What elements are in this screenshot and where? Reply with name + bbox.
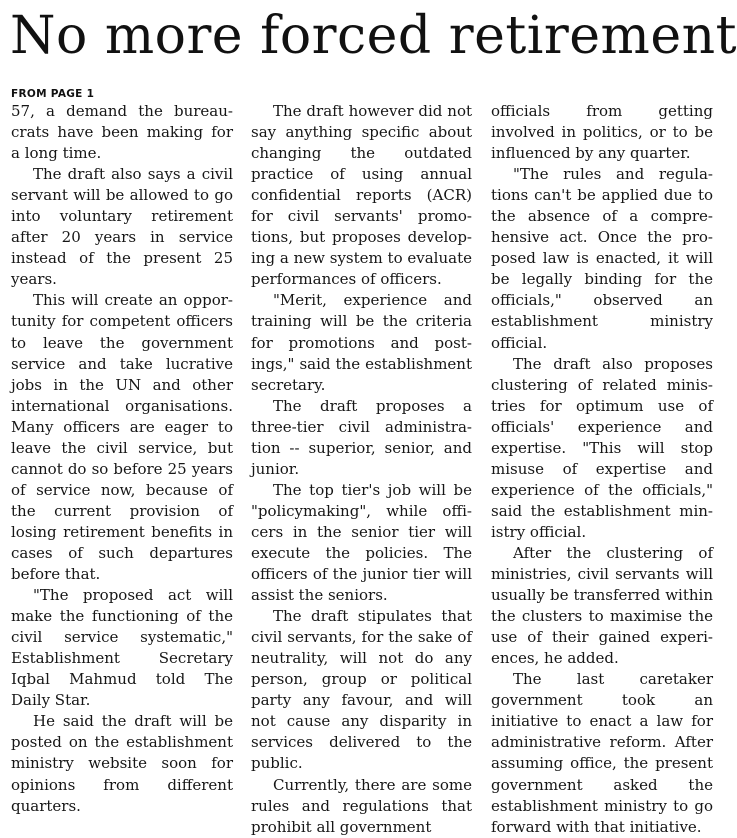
headline: No more forced retirement bbox=[10, 6, 737, 66]
paragraph: "The proposed act will make the functioning of the civil service systematic," Establishment Secretary Iqbal Mahmud told The Daily Star. bbox=[11, 586, 233, 710]
paragraph: The draft also proposes clustering of related ministries for optimum use of officials' experience and expertise. "This will stop misuse of expertise and experience of the officials," said the establishment ministry official. bbox=[491, 354, 713, 541]
paragraph: officials from getting involved in politics, or to be influenced by any quarter. bbox=[491, 102, 713, 163]
article-column-2 bbox=[251, 101, 472, 836]
continuation-label: FROM PAGE 1 bbox=[11, 88, 95, 100]
paragraph: "Merit, experience and training will be the criteria for promotions and postings," said the establishment secretary. bbox=[251, 291, 472, 394]
paragraph: Currently, there are some rules and regulations that prohibit all government bbox=[251, 775, 472, 836]
paragraph: The top tier's job will be "policymaking", while officers in the senior tier will execute the policies. The officers of the junior tier will assist the seniors. bbox=[251, 480, 472, 605]
article-column-1 bbox=[11, 101, 233, 813]
article-column-3 bbox=[491, 101, 713, 836]
paragraph: After the clustering of ministries, civil servants will usually be transferred within the clusters to maximise the use of their gained experiences, he added. bbox=[491, 543, 713, 668]
paragraph: The draft proposes a three-tier civil administration -- superior, senior, and junior. bbox=[251, 396, 472, 478]
paragraph: He said the draft will be posted on the establishment ministry website soon for opinions from different quarters. bbox=[11, 712, 233, 815]
paragraph: This will create an opportunity for competent officers to leave the government service and take lucrative jobs in the UN and other international organisations. Many officers are eager to leave the civil service, but cannot do so before 25 years of service now, because of the current provision of losing retirement benefits in cases of such departures before that. bbox=[11, 291, 233, 584]
paragraph: 57, a demand the bureaucrats have been making for a long time. bbox=[11, 102, 233, 163]
paragraph: The draft also says a civil servant will be allowed to go into voluntary retirement after 20 years in service instead of the present 25 years. bbox=[11, 165, 233, 289]
paragraph: The draft stipulates that civil servants, for the sake of neutrality, will not do any person, group or political party any favour, and will not cause any disparity in services delivered to the public. bbox=[251, 607, 472, 773]
paragraph: "The rules and regulations can't be applied due to the absence of a comprehensive act. Once the proposed law is enacted, it will be legally binding for the officials," observed an establishment ministry official. bbox=[491, 165, 713, 352]
paragraph: The last caretaker government took an initiative to enact a law for administrative reform. After assuming office, the present government asked the establishment ministry to go forward with that initiative. bbox=[491, 670, 713, 836]
paragraph: The draft however did not say anything specific about changing the outdated practice of using annual confidential reports (ACR) for civil servants' promotions, but proposes developing a new system to evaluate performances of officers. bbox=[251, 102, 472, 289]
